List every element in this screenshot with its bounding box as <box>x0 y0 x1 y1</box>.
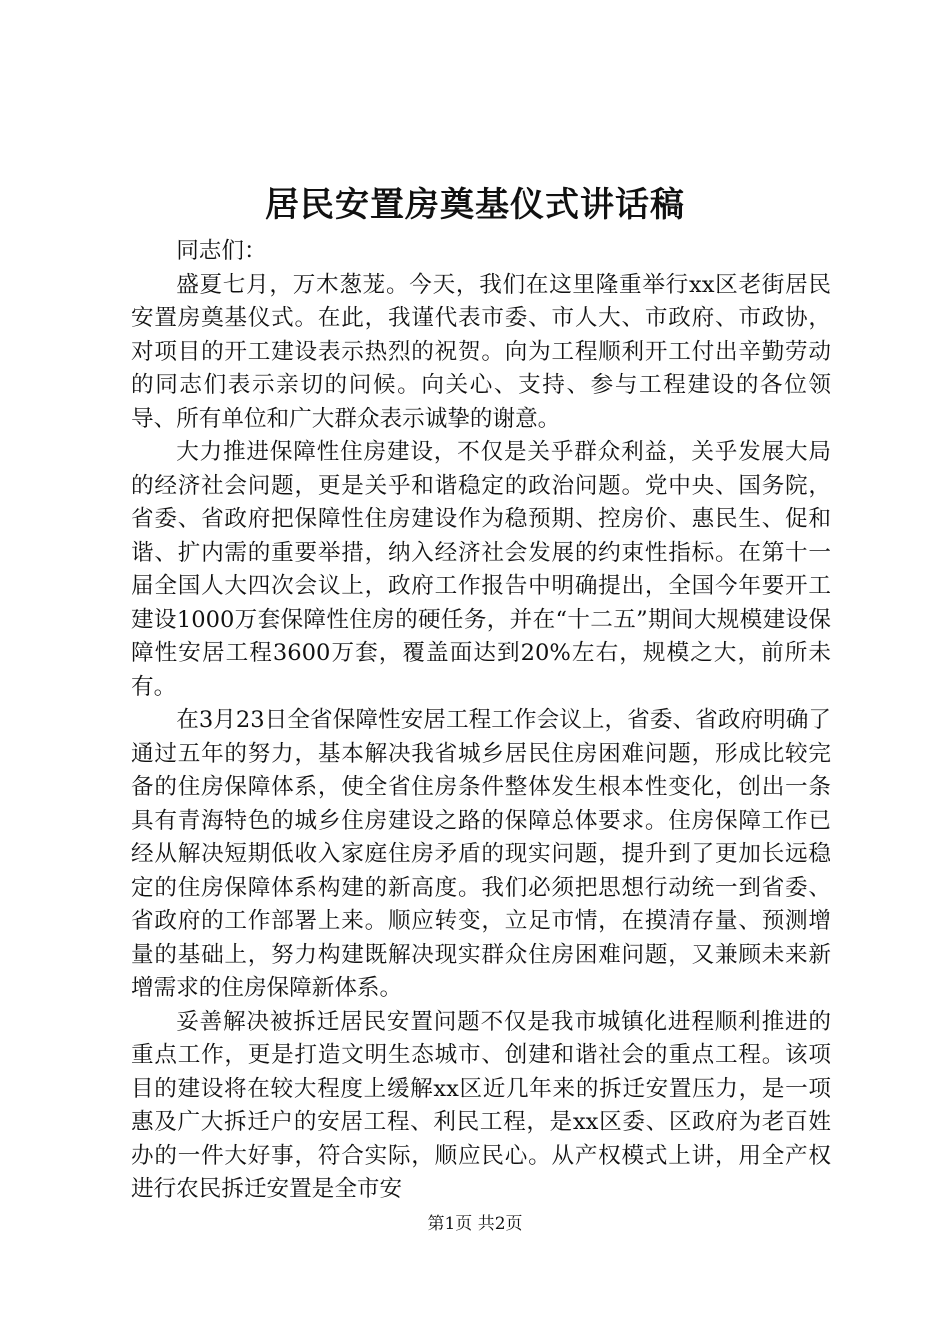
salutation: 同志们： <box>176 238 267 264</box>
document-body <box>131 235 831 1207</box>
paragraph-3: 在3月23日全省保障性安居工程工作会议上，省委、省政府明确了通过五年的努力，基本解决我省城乡居民住房困难问题，形成比较完备的住房保障体系，使全省住房条件整体发生根本性变化，创出一条具有青海特色的城乡住房建设之路的保障总体要求。住房保障工作已经从解决短期低收入家庭住房矛盾的现实问题，提升到了更加长远稳定的住房保障体系构建的新高度。我们必须把思想行动统一到省委、省政府的工作部署上来。顺应转变，立足市情，在摸清存量、预测增量的基础上，努力构建既解决现实群众住房困难问题，又兼顾未来新增需求的住房保障新体系。 <box>131 707 831 1001</box>
page-footer: 第1页 共2页 <box>427 1214 523 1234</box>
document-title: 居民安置房奠基仪式讲话稿 <box>265 185 685 225</box>
paragraph-4: 妥善解决被拆迁居民安置问题不仅是我市城镇化进程顺利推进的重点工作，更是打造文明生态城市、创建和谐社会的重点工程。该项目的建设将在较大程度上缓解xx区近几年来的拆迁安置压力，是一项惠及广大拆迁户的安居工程、利民工程，是xx区委、区政府为老百姓办的一件大好事，符合实际，顺应民心。从产权模式上讲，用全产权进行农民拆迁安置是全市安 <box>131 1008 831 1202</box>
paragraph-1: 盛夏七月，万木葱茏。今天，我们在这里隆重举行xx区老街居民安置房奠基仪式。在此，我谨代表市委、市人大、市政府、市政协，对项目的开工建设表示热烈的祝贺。向为工程顺利开工付出辛勤劳动的同志们表示亲切的问候。向关心、支持、参与工程建设的各位领导、所有单位和广大群众表示诚挚的谢意。 <box>131 271 831 432</box>
paragraph-2: 大力推进保障性住房建设，不仅是关乎群众利益，关乎发展大局的经济社会问题，更是关乎和谐稳定的政治问题。党中央、国务院，省委、省政府把保障性住房建设作为稳预期、控房价、惠民生、促和谐、扩内需的重要举措，纳入经济社会发展的约束性指标。在第十一届全国人大四次会议上，政府工作报告中明确提出，全国今年要开工建设1000万套保障性住房的硬任务，并在“十二五”期间大规模建设保障性安居工程3600万套，覆盖面达到20%左右，规模之大，前所未有。 <box>131 439 831 700</box>
